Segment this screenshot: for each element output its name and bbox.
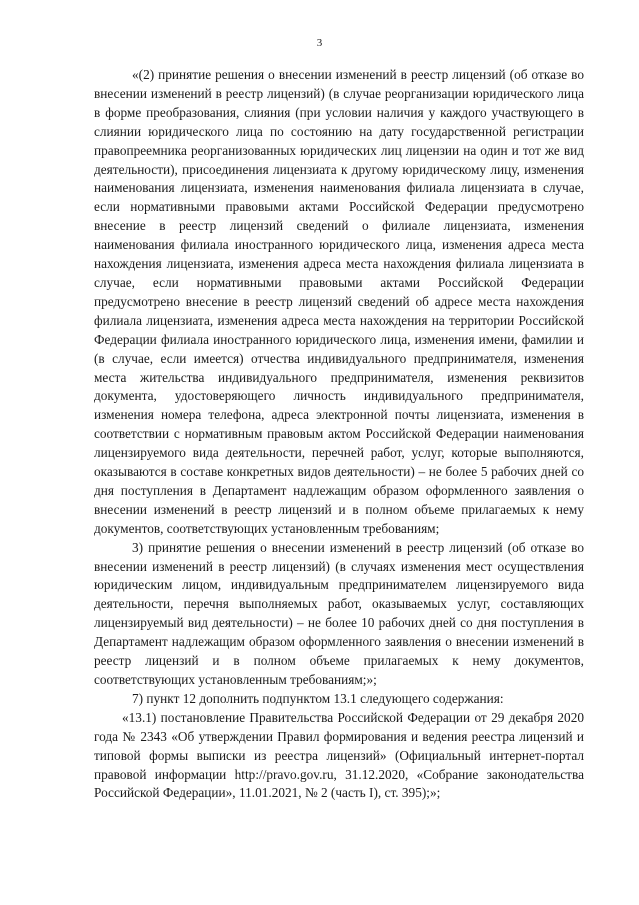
document-body	[94, 66, 584, 803]
paragraph-item-13-1: «13.1) постановление Правительства Российской Федерации от 29 декабря 2020 года № 2343 «Об утверждении Правил формирования и ведения реестра лицензий и типовой формы выписки из реестра лицензий» (Официальный интернет-портал правовой информации http://pravo.gov.ru, 31.12.2020, «Собрание законодательства Российской Федерации», 11.01.2021, № 2 (часть I), ст. 395);»;	[94, 709, 584, 801]
paragraph-item-2: «(2) принятие решения о внесении изменений в реестр лицензий (об отказе во внесении изменений в реестр лицензий) (в случае реорганизации юридического лица в форме преобразования, слияния (при условии наличия у каждого участвующего в слиянии юридического лица по состоянию на дату государственной регистрации правопреемника реорганизованных юридических лиц лицензии на один и тот же вид деятельности), присоединения лицензиата к другому юридическому лицу, изменения наименования лицензиата, изменения наименования филиала лицензиата в случае, если нормативными правовыми актами Российской Федерации предусмотрено внесение в реестр лицензий сведений о филиале лицензиата, изменения наименования филиала иностранного юридического лица, изменения адреса места нахождения лицензиата, изменения адреса места нахождения филиала лицензиата в случае, если нормативными правовыми актами Российской Федерации предусмотрено внесение в реестр лицензий сведений об адресе места нахождения филиала лицензиата, изменения адреса места нахождения на территории Российской Федерации филиала иностранного юридического лица, изменения имени, фамилии и (в случае, если имеется) отчества индивидуального предпринимателя, изменения места жительства индивидуального предпринимателя, изменения реквизитов документа, удостоверяющего личность индивидуального предпринимателя, изменения номера телефона, адреса электронной почты лицензиата, изменения в соответствии с нормативным правовым актом Российской Федерации наименования лицензируемого вида деятельности, перечней работ, услуг, которые выполняются, оказываются в составе конкретных видов деятельности) – не более 5 рабочих дней со дня поступления в Департамент надлежащим образом оформленного заявления о внесении изменений в реестр лицензий и в полном объеме прилагаемых к нему документов, соответствующих установленным требованиям;	[94, 67, 584, 536]
paragraph-item-3: 3) принятие решения о внесении изменений в реестр лицензий (об отказе во внесении изменений в реестр лицензий) (в случаях изменения мест осуществления юридическим лицом, индивидуальным предпринимателем лицензируемого вида деятельности, перечня выполняемых работ, оказываемых услуг, составляющих лицензируемый вид деятельности) – не более 10 рабочих дней со дня поступления в Департамент надлежащим образом оформленного заявления о внесении изменений в реестр лицензий и в полном объеме прилагаемых к нему документов, соответствующих установленным требованиям;»;	[94, 539, 584, 687]
page-number: 3	[316, 37, 323, 49]
paragraph-item-7: 7) пункт 12 дополнить подпунктом 13.1 следующего содержания:	[132, 690, 504, 706]
